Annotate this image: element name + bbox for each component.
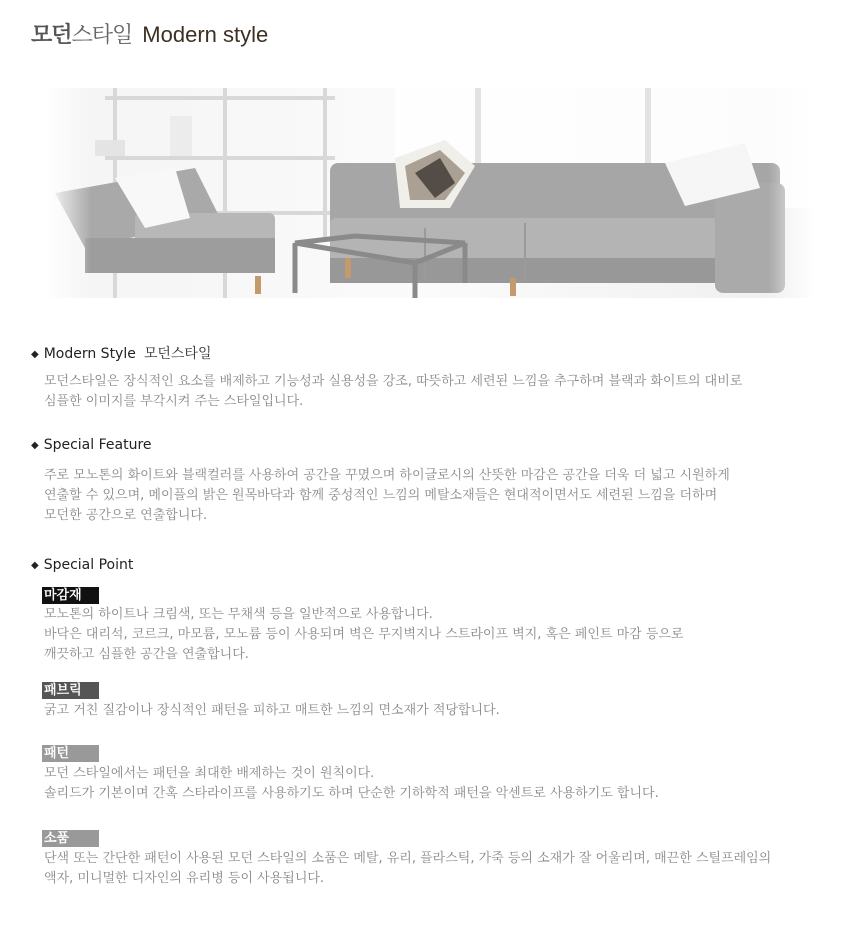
text-line: 바닥은 대리석, 코르크, 마모륨, 모노륨 등이 사용되며 벽은 무지벽지나 스트라이프 벽지, 혹은 페인트 마감 등으로 [44, 627, 684, 642]
modern-style-description [44, 372, 742, 412]
section-heading-special-point [31, 557, 133, 573]
text-line: 단색 또는 간단한 패턴이 사용된 모던 스타일의 소품은 메탈, 유리, 플라스틱, 가죽 등의 소재가 잘 어울리며, 매끈한 스틸프레임의 [44, 851, 772, 866]
tag-fabric: 패브릭 [42, 682, 99, 699]
tag-finishing-material: 마감재 [42, 587, 99, 604]
text-line: 심플한 이미지를 부각시켜 주는 스타일입니다. [44, 394, 304, 409]
tag-pattern: 패턴 [42, 745, 99, 762]
text-line: 모노톤의 하이트나 크림색, 또는 무채색 등을 일반적으로 사용합니다. [44, 607, 433, 622]
fabric-description [44, 701, 500, 721]
text-line: 액자, 미니멀한 디자인의 유리병 등이 사용됩니다. [44, 871, 325, 886]
pattern-description [44, 764, 659, 804]
page-title [31, 18, 268, 52]
bullet-icon: ◆ [31, 349, 39, 360]
hero-image [45, 88, 815, 298]
text-line: 모던스타일은 장식적인 요소를 배제하고 기능성과 실용성을 강조, 따뜻하고 세련된 느낌을 추구하며 블랙과 화이트의 대비로 [44, 374, 743, 389]
tag-accessories: 소품 [42, 830, 99, 847]
text-line: 모던 스타일에서는 패턴을 최대한 배제하는 것이 원칙이다. [44, 766, 375, 781]
text-line: 굵고 거친 질감이나 장식적인 패턴을 피하고 매트한 느낌의 면소재가 적당합니다. [44, 703, 500, 718]
special-feature-description [44, 466, 730, 526]
page-title-bold: 모던 [31, 23, 72, 48]
bullet-icon: ◆ [31, 560, 39, 571]
page-title-english: Modern style [142, 22, 269, 47]
section-heading-special-feature [31, 437, 152, 453]
text-line: 연출할 수 있으며, 메이플의 밝은 원목바닥과 함께 중성적인 느낌의 메탈소재들은 현대적이면서도 세련된 느낌을 더하며 [44, 488, 718, 503]
section-heading-modern-style [31, 343, 211, 363]
bullet-icon: ◆ [31, 440, 39, 451]
text-line: 깨끗하고 심플한 공간을 연출합니다. [44, 647, 249, 662]
text-line: 모던한 공간으로 연출합니다. [44, 508, 208, 523]
section-heading-en: Special Point [43, 557, 134, 573]
page-title-rest: 스타일 [71, 23, 133, 48]
accessories-description [44, 849, 771, 889]
section-heading-en: Special Feature [43, 437, 152, 453]
finishing-material-description [44, 605, 684, 665]
text-line: 솔리드가 기본이며 간혹 스타라이프를 사용하기도 하며 단순한 기하학적 패턴을 악센트로 사용하기도 합니다. [44, 786, 659, 801]
section-heading-ko: 모던스타일 [143, 346, 212, 362]
grey-sofa-illustration [45, 88, 815, 298]
section-heading-en: Modern Style [43, 346, 136, 362]
text-line: 주로 모노톤의 화이트와 블랙컬러를 사용하여 공간을 꾸몄으며 하이글로시의 산뜻한 마감은 공간을 더욱 더 넓고 시원하게 [44, 468, 730, 483]
